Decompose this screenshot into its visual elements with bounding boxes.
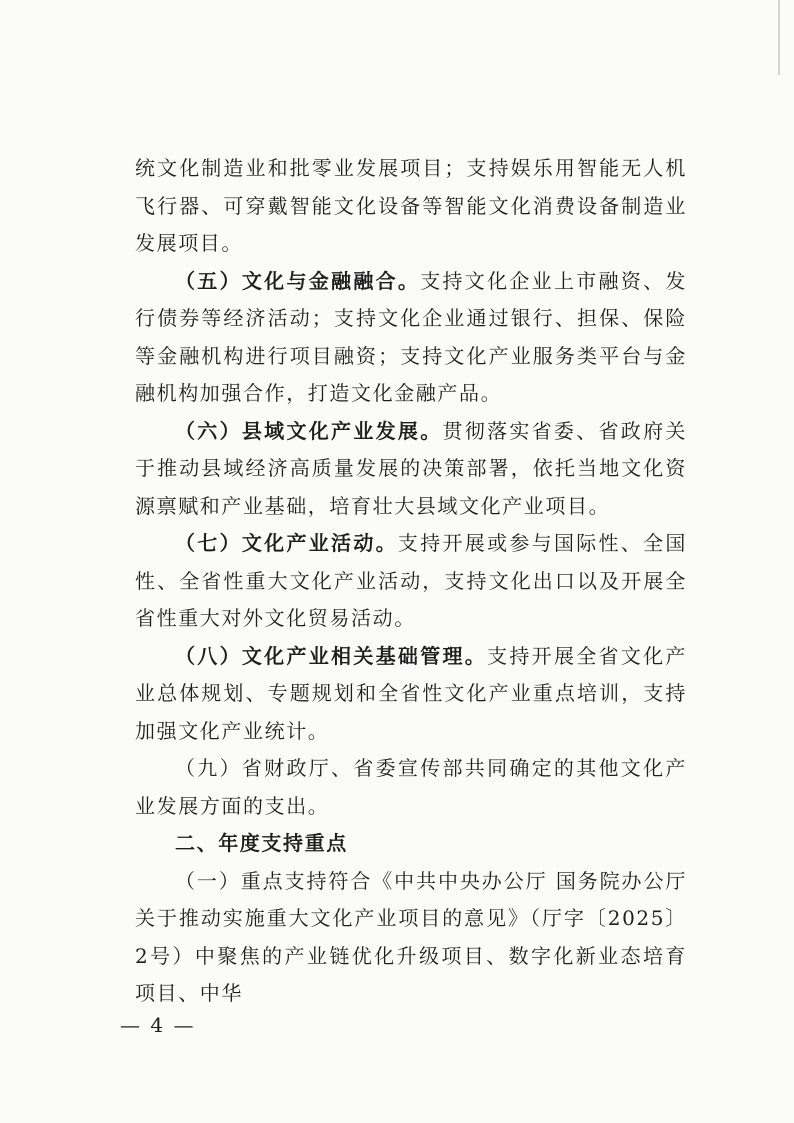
paragraph-text: 支持开展或参与国际性、全国性、全省性重大文化产业活动，支持文化出口以及开展全省性重大对外文化贸易活动。 (135, 531, 687, 630)
paragraph-text: 贯彻落实省委、省政府关于推动县域经济高质量发展的决策部署，依托当地文化资源禀赋和产业基础，培育壮大县域文化产业项目。 (135, 418, 687, 518)
paragraph-lead: （八）文化产业相关基础管理。 (175, 643, 488, 668)
paragraph-text: 支持开展全省文化产业总体规划、专题规划和全省性文化产业重点培训，支持加强文化产业统计。 (135, 643, 688, 743)
paragraph-text: （九）省财政厅、省委宣传部共同确定的其他文化产业发展方面的支出。 (135, 756, 687, 818)
paragraph-text: 统文化制造业和批零业发展项目；支持娱乐用智能无人机飞行器、可穿戴智能文化设备等智能文化消费设备制造业发展项目。 (135, 156, 687, 255)
paragraph-basic-management (135, 638, 687, 751)
document-body (135, 150, 687, 1013)
page-edge-shadow (778, 0, 780, 75)
paragraph-text: 支持文化企业上市融资、发行债券等经济活动；支持文化企业通过银行、担保、保险等金融机构进行项目融资；支持文化产业服务类平台与金融机构加强合作，打造文化金融产品。 (135, 268, 687, 405)
paragraph-culture-finance (135, 263, 687, 413)
paragraph-key-support (135, 863, 687, 1013)
paragraph-culture-activities (135, 525, 687, 638)
paragraph-other-expenditure (135, 750, 687, 825)
paragraph-text: （一）重点支持符合《中共中央办公厅 国务院办公厅关于推动实施重大文化产业项目的意见》（厅字〔2025〕2号）中聚焦的产业链优化升级项目、数字化新业态培育项目、中华 (135, 868, 687, 1005)
paragraph-lead: （六）县域文化产业发展。 (175, 418, 443, 443)
page-number: — 4 — (120, 1013, 196, 1037)
paragraph-continued (135, 150, 687, 263)
paragraph-county-culture (135, 413, 687, 526)
paragraph-lead: （五）文化与金融融合。 (175, 268, 421, 293)
section-heading: 二、年度支持重点 (175, 831, 348, 855)
paragraph-lead: （七）文化产业活动。 (175, 531, 398, 555)
